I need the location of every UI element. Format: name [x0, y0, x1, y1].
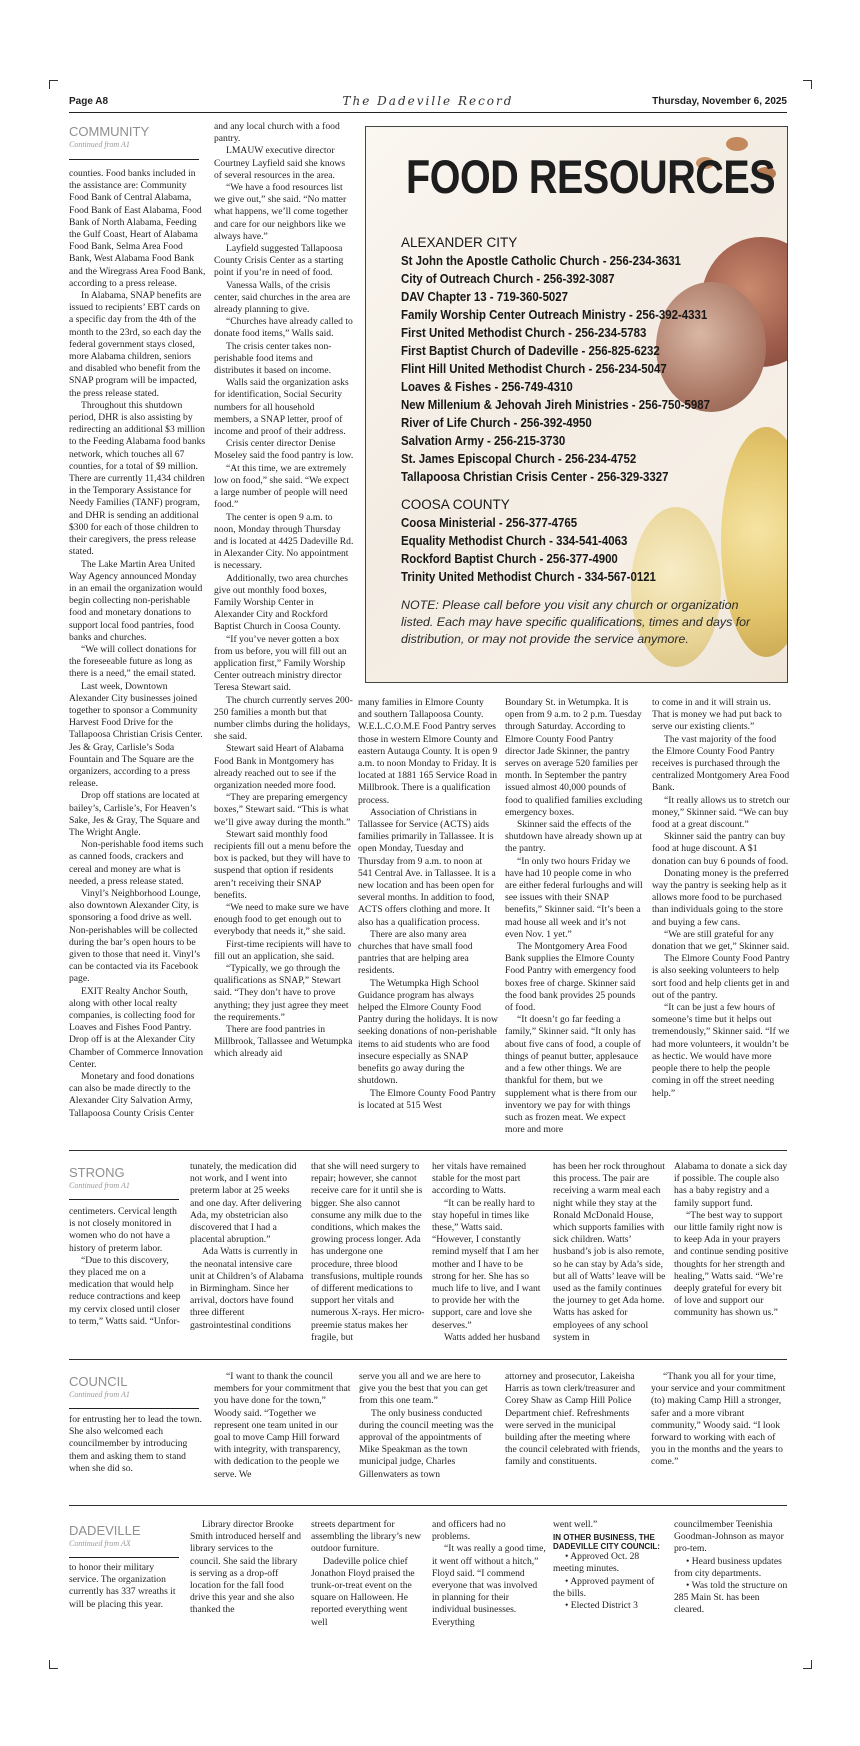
newspaper-title: The Dadeville Record — [342, 94, 514, 108]
list-item: • Approved payment of the bills. — [553, 1575, 655, 1599]
paragraph: Library director Brooke Smith introduced herself and library services to the council. She said the library is serving as a drop-off location for the fall food drive this year and she also thanked the — [190, 1519, 302, 1616]
paragraph: Alabama to donate a sick day if possible. The couple also has a baby registry and a family support fund. — [674, 1161, 788, 1209]
strong-column-6 — [674, 1161, 790, 1344]
paragraph: LMAUW executive director Courtney Layfield said she knows of several resources in the area. — [214, 145, 346, 181]
paragraph: Non-perishable food items such as canned foods, crackers and cereal and money are what is needed, a press release stated. — [69, 839, 204, 887]
paragraph: Crisis center director Denise Moseley said the food pantry is low. — [214, 438, 354, 462]
paragraph: The only business conducted during the council meeting was the approval of the appointments of Mike Speakman as the town municipal judge, Charles Gillenwaters as town — [359, 1407, 494, 1480]
dadeville-column-4 — [432, 1519, 546, 1643]
strong-column-1 — [69, 1206, 183, 1344]
section-divider — [69, 1359, 787, 1360]
resource-listing: New Millenium & Jehovah Jireh Ministries - 256-750-5987 — [401, 397, 711, 412]
paragraph: “The best way to support our little family right now is to keep Ada in your prayers and continue sending positive thoughts for her strength and healing,” Watts said. “We’re deeply grateful for every bit of love and support our community has shown us.” — [674, 1209, 789, 1319]
paragraph: The Wetumpka High School Guidance program has always helped the Elmore County Food Pantry during the holidays. It is now seeking donations of non-perishable items to aid students who are food insecure especially as SNAP benefits go away during the shutdown. — [358, 977, 498, 1087]
paragraph: There are also many area churches that have small food pantries that are helping area residents. — [358, 928, 473, 977]
paragraph: for entrusting her to lead the town. She also welcomed each councilmember by introducing them and asking them to stand when she did so. — [69, 1414, 202, 1474]
paragraph: “We have a food resources list we give out,” she said. “No matter what happens, we’ll come together and care for our neighbors like we always have.” — [214, 182, 348, 242]
council-column-3 — [359, 1371, 497, 1493]
paragraph: “I want to thank the council members for your commitment that you have done for the town,” Woody said. “Together we represent one team united in our goal to move Camp Hill forward with integrity, with transparency, with dedication to the people we serve. We — [214, 1371, 351, 1480]
paragraph: Skinner said the pantry can buy food at huge discount. A $1 donation can buy 6 pounds of food. — [652, 831, 789, 867]
in-other-business-heading: IN OTHER BUSINESS, THE DADEVILLE CITY COUNCIL: — [553, 1533, 660, 1552]
region-heading: ALEXANDER CITY — [401, 235, 518, 250]
paragraph: Boundary St. in Wetumpka. It is open from 9 a.m. to 2 p.m. Tuesday through Saturday. According to Elmore County Food Pantry director Jade Skinner, the pantry serves on average 520 families per month. In September the pantry issued almost 40,000 pounds of food to qualified families excluding emergency boxes. — [505, 697, 643, 818]
paragraph: Stewart said Heart of Alabama Food Bank in Montgomery has already reached out to see if the organization needed more food. — [214, 743, 344, 791]
community-column-5 — [652, 697, 790, 1137]
paragraph: The crisis center takes non-perishable food items and distributes it based on income. — [214, 340, 332, 377]
paragraph: Walls said the organization asks for identification, Social Security numbers for all household members, a SNAP letter, proof of income and proof of their address. — [214, 377, 349, 438]
community-kicker-block — [69, 124, 199, 164]
paragraph: Drop off stations are located at bailey’s, Carlisle’s, For Heaven’s Sake, Jes & Gray, The Square and The Wright Angle. — [69, 790, 200, 838]
food-resources-ad — [365, 126, 788, 683]
resource-listing: St John the Apostle Catholic Church - 256-234-3631 — [401, 253, 681, 268]
crop-mark-top-right — [803, 80, 812, 89]
resource-listing: Trinity United Methodist Church - 334-567-0121 — [401, 569, 656, 584]
paragraph: “We will collect donations for the foreseeable future as long as there is a need,” the email stated. — [69, 643, 197, 680]
paragraph: “It can be really hard to stay hopeful in times like these,” Watts said. “However, I constantly remind myself that I am her mother and I have to be strong for her. She has so much life to live, and I want to provide her with the support, care and love she deserves.” — [432, 1197, 541, 1331]
resource-listing: Salvation Army - 256-215-3730 — [401, 433, 566, 448]
resource-listing: First United Methodist Church - 256-234-5783 — [401, 325, 647, 340]
paragraph: centimeters. Cervical length is not closely monitored in women who do not have a history of preterm labor. — [69, 1206, 177, 1254]
resource-listing: Tallapoosa Christian Crisis Center - 256-329-3327 — [401, 469, 669, 484]
paragraph: The vast majority of the food the Elmore County Food Pantry receives is purchased through the centralized Montgomery Area Food Bank. — [652, 733, 790, 794]
list-item: councilmember Teenishia Goodman-Johnson as mayor pro-tem. — [674, 1519, 784, 1555]
section-divider — [69, 1505, 787, 1506]
paragraph: Ada Watts is currently in the neonatal intensive care unit at Children’s of Alabama in Birmingham. Since her arrival, doctors have found three different gastrointestinal conditions — [190, 1246, 304, 1331]
paragraph: “Thank you all for your time, your service and your commitment (to) making Camp Hill a stronger, safer and a more vibrant community,” Woody said. “I look forward to working with each of you in the months and the years to come.” — [651, 1371, 786, 1468]
strong-kicker-block — [69, 1165, 179, 1199]
dadeville-kicker-block — [69, 1523, 179, 1557]
paragraph: The Elmore County Food Pantry is also seeking volunteers to help sort food and help clients get in and out of the pantry. — [652, 953, 790, 1001]
crop-mark-bottom-right — [803, 1660, 812, 1669]
ad-note: NOTE: Please call before you visit any church or organization listed. Each may have specific qualifications, times and days for distribution, or may not provide the service anymore. — [401, 598, 751, 646]
dadeville-column-2 — [190, 1519, 304, 1643]
kicker-rule — [69, 1557, 179, 1558]
paragraph: serve you all and we are here to give you the best that you can get from this one team.” — [359, 1371, 488, 1407]
council-column-4 — [505, 1371, 643, 1493]
resource-listing: Flint Hill United Methodist Church - 256-234-5047 — [401, 361, 667, 376]
paragraph: Association of Christians in Tallassee for Service (ACTS) aids families primarily in Tallassee. It is open Monday, Tuesday and Thursday from 9 a.m. to noon at 541 Central Ave. in Tallassee. It is a new location and has been open for several months. In addition to food, ACTS offers clothing and more. It also has a qualification process. — [358, 806, 496, 928]
continued-from: Continued from A1 — [69, 140, 130, 149]
list-item: • Approved Oct. 28 meeting minutes. — [553, 1551, 640, 1575]
kicker-rule — [69, 1199, 179, 1200]
paragraph: Last week, Downtown Alexander City businesses joined together to sponsor a Community Harvest Food Drive for the Tallapoosa Christian Crisis Center. Jes & Gray, Carlisle’s Soda Fountain and The Square are the organizers, according to a press release. — [69, 680, 203, 790]
paragraph: went well.” — [553, 1519, 598, 1530]
page-number: Page A8 — [69, 96, 109, 107]
section-kicker: COUNCIL — [69, 1374, 128, 1389]
council-column-1 — [69, 1414, 205, 1494]
dadeville-column-3 — [311, 1519, 425, 1643]
paragraph: to come in and it will strain us. That is money we had put back to serve our existing clients.” — [652, 697, 782, 733]
resource-listing: River of Life Church - 256-392-4950 — [401, 415, 592, 430]
paragraph: Throughout this shutdown period, DHR is also assisting by redirecting an additional $3 million to the Feeding Alabama food banks network, which touches all 67 counties, for a total of $9 million. There are currently 11,434 children in the Temporary Assistance for Needy Families (TANF) program, and DHR is sending an additional $300 for each of those children to their caregivers, the press release stated. — [69, 399, 206, 558]
crop-mark-bottom-left — [49, 1660, 58, 1669]
continued-from: Continued from A1 — [69, 1181, 130, 1190]
paragraph: Monetary and food donations can also be made directly to the Alexander City Salvation Army, Tallapoosa County Crisis Center — [69, 1071, 195, 1119]
resource-listing: City of Outreach Church - 256-392-3087 — [401, 271, 615, 286]
resource-listing: Loaves & Fishes - 256-749-4310 — [401, 379, 573, 394]
page-header — [69, 94, 787, 113]
paragraph: Vanessa Walls, of the crisis center, said churches in the area are already planning to give. — [214, 279, 351, 316]
resource-listing: Coosa Ministerial - 256-377-4765 — [401, 515, 578, 530]
community-column-2 — [214, 121, 354, 1138]
paragraph: The church currently serves 200-250 families a month but that number climbs during the holidays, she said. — [214, 694, 353, 743]
paragraph: Additionally, two area churches give out monthly food boxes, Family Worship Center in Alexander City and Rockford Baptist Church in Coosa County. — [214, 572, 348, 633]
paragraph: “Churches have already called to donate food items,” Walls said. — [214, 316, 353, 340]
community-column-4 — [505, 697, 645, 1137]
paragraph: “It was really a good time, it went off without a hitch,” Floyd said. “I commend everyone that was involved in planning for their individual businesses. Everything — [432, 1543, 546, 1628]
paragraph: that she will need surgery to repair; however, she cannot receive care for it until she is bigger. She also cannot consume any milk due to the conditions, which makes the growing process longer. Ada has undergone one procedure, three blood transfusions, multiple rounds of different medications to support her vitals and numerous X-rays. Her micro-preemie status makes her fragile, but — [311, 1161, 425, 1343]
paragraph: tunately, the medication did not work, and I went into preterm labor at 25 weeks and one day. After delivering Ada, my obstetrician also discovered that I had a placental abruption.” — [190, 1161, 302, 1246]
paragraph: The Lake Martin Area United Way Agency announced Monday in an email the organization would begin collecting non-perishable food and monetary donations to support local food pantries, food banks and churches. — [69, 558, 203, 643]
paragraph: “In only two hours Friday we have had 10 people come in who are either federal furloughs and will see issues with their SNAP benefits,” Skinner said. “It’s been a mad house all week and it’s not even Nov. 1 yet.” — [505, 855, 643, 940]
dadeville-column-1 — [69, 1562, 183, 1642]
paragraph: counties. Food banks included in the assistance are: Community Food Bank of Central Alabama, Food Bank of East Alabama, Food Bank of North Alabama, Feeding the Gulf Coast, Heart of Alabama Food Bank, Selma Area Food Bank, West Alabama Food Bank and the Wiregrass Area Food Bank, according to a press release. — [69, 168, 206, 289]
paragraph: EXIT Realty Anchor South, along with other local realty companies, is collecting food for Loaves and Fishes Food Pantry. Drop off is at the Alexander City Chamber of Commerce Innovation Center. — [69, 985, 204, 1070]
paragraph: Donating money is the preferred way the pantry is seeking help as it allows more food to be purchased than individuals going to the store and buying a few cans. — [652, 867, 789, 928]
strong-column-2 — [190, 1161, 304, 1344]
community-column-1 — [69, 168, 206, 1138]
council-column-5 — [651, 1371, 790, 1493]
paragraph: Watts added her husband — [444, 1331, 540, 1343]
strong-column-5 — [553, 1161, 667, 1344]
resource-listing: DAV Chapter 13 - 719-360-5027 — [401, 289, 569, 304]
list-item: • Heard business updates from city departments. — [674, 1555, 782, 1579]
paragraph: “At this time, we are extremely low on food,” she said. “We expect a large number of people will need food.” — [214, 462, 350, 511]
paragraph: “It can be just a few hours of someone’s time but it helps out tremendously,” Skinner said. “If we had more volunteers, it wouldn’t be as hectic. We would have more people there to help the people coming in off the street needing help.” — [652, 1002, 790, 1099]
paragraph: “They are preparing emergency boxes,” Stewart said. “This is what we’ll give away during the month.” — [214, 792, 351, 828]
continued-from: Continued from A1 — [69, 1390, 130, 1399]
resource-listing: Family Worship Center Outreach Ministry - 256-392-4331 — [401, 307, 708, 322]
resource-listing: Equality Methodist Church - 334-541-4063 — [401, 533, 628, 548]
kicker-rule — [69, 1408, 199, 1409]
paragraph: and officers had no problems. — [432, 1519, 506, 1543]
list-item: • Elected District 3 — [565, 1600, 638, 1612]
paragraph: Skinner said the effects of the shutdown have already shown up at the pantry. — [505, 819, 643, 855]
paragraph: “If you’ve never gotten a box from us before, you will fill out an application first,” Family Worship Center outreach ministry director Teresa Stewart said. — [214, 633, 347, 694]
paragraph: The center is open 9 a.m. to noon, Monday through Thursday and is located at 4425 Dadeville Rd. in Alexander City. No appointment is necessary. — [214, 511, 354, 572]
paragraph: “We need to make sure we have enough food to get enough out to everybody that needs it,” she said. — [214, 902, 349, 938]
paragraph: The Elmore County Food Pantry is located at 515 West — [358, 1087, 496, 1111]
resource-listing: Rockford Baptist Church - 256-377-4900 — [401, 551, 618, 566]
continued-from: Continued from AX — [69, 1539, 131, 1548]
crop-mark-top-left — [49, 80, 58, 89]
paragraph: many families in Elmore County and southern Tallapoosa County. W.E.L.C.O.M.E Food Pantry serves those in western Elmore County and eastern Autauga County. It is open 9 a.m. to noon Monday to Friday. It is located at 1881 165 Service Road in Millbrook. There is a qualification process. — [358, 697, 498, 806]
section-divider — [69, 1150, 787, 1151]
strong-column-4 — [432, 1161, 546, 1344]
paragraph: The Montgomery Area Food Bank supplies the Elmore County Food Pantry with emergency food boxes free of charge. Skinner said the food bank provides 25 pounds of food. — [505, 941, 636, 1014]
paragraph: In Alabama, SNAP benefits are issued to recipients’ EBT cards on a specific day from the 4th of the month to the 23rd, so each day the federal government stays closed, more Alabama children, seniors and disabled who benefit from the SNAP program will be impacted, the press release stated. — [69, 290, 202, 399]
paragraph: Vinyl’s Neighborhood Lounge, also downtown Alexander City, is sponsoring a food drive as well. Non-perishables will be collected during the bar’s open hours to be given to those that need it. Vinyl’s can be contacted via its Facebook page. — [69, 887, 201, 985]
ad-title: FOOD RESOURCES — [406, 150, 776, 203]
paragraph: and any local church with a food pantry. — [214, 121, 340, 145]
resource-listing: First Baptist Church of Dadeville - 256-825-6232 — [401, 343, 660, 358]
paragraph: Stewart said monthly food recipients fill out a menu before the box is packed, but they will have to suspend that option if residents aren’t receiving their SNAP benefits. — [214, 828, 351, 901]
community-column-3 — [358, 697, 498, 1137]
resource-listing: St. James Episcopal Church - 256-234-4752 — [401, 451, 637, 466]
section-kicker: STRONG — [69, 1165, 125, 1180]
paragraph: her vitals have remained stable for the most part according to Watts. — [432, 1161, 527, 1197]
paragraph: Layfield suggested Tallapoosa County Crisis Center as a starting point if you’re in need of food. — [214, 243, 344, 279]
paragraph: “Due to this discovery, they placed me on a medication that would help reduce contractions and keep my cervix closed until closer to term,” Watts said. “Unfor- — [69, 1254, 181, 1327]
paragraph: “It doesn’t go far feeding a family,” Skinner said. “It only has about five cans of food, a couple of things of peanut butter, applesauce and a few other things. We are thankful for them, but we supplement what is there from our inventory we pay for with things such as frozen meat. We expect more and more — [505, 1014, 641, 1136]
paragraph: has been her rock throughout this process. The pair are receiving a warm meal each night while they stay at the Ronald McDonald House, which supports families with sick children. Watts’ husband’s job is also remote, so he can stay by Ada’s side, but all of Watts’ leave will be used as the family continues the journey to get Ada home. Watts has asked for employees of any school system in — [553, 1161, 666, 1343]
issue-date: Thursday, November 6, 2025 — [652, 96, 787, 107]
fruit-image — [656, 282, 766, 412]
paragraph: Dadeville police chief Jonathon Floyd praised the trunk-or-treat event on the square on Halloween. He reported everything went well — [311, 1555, 415, 1628]
paragraph: attorney and prosecutor, Lakeisha Harris as town clerk/treasurer and Corey Shaw as Camp Hill Police Department chief. Refreshments were served in the municipal building after the meeting where the council celebrated with friends, family and constituents. — [505, 1371, 641, 1468]
paragraph: to honor their military service. The organization currently has 337 wreaths it will be placing this year. — [69, 1562, 176, 1610]
council-kicker-block — [69, 1374, 199, 1408]
paragraph: “Typically, we go through the qualifications as SNAP,” Stewart said. “They don’t have to prove anything; they just agree they meet the requirements.” — [214, 963, 349, 1023]
paragraph: “We are still grateful for any donation that we get,” Skinner said. — [652, 928, 790, 953]
dadeville-column-6 — [674, 1519, 790, 1643]
council-column-2 — [214, 1371, 352, 1493]
section-kicker: DADEVILLE — [69, 1523, 141, 1538]
strong-column-3 — [311, 1161, 425, 1344]
paragraph: There are food pantries in Millbrook, Tallassee and Wetumpka which already aid — [214, 1024, 353, 1060]
region-heading: COOSA COUNTY — [401, 497, 510, 512]
paragraph: streets department for assembling the library’s new outdoor furniture. — [311, 1519, 422, 1555]
dadeville-column-5 — [553, 1519, 667, 1643]
list-item: • Was told the structure on 285 Main St. has been cleared. — [674, 1580, 788, 1616]
paragraph: “It really allows us to stretch our money,” Skinner said. “We can buy food at a great discount.” — [652, 794, 790, 831]
paragraph: First-time recipients will have to fill out an application, she said. — [214, 938, 352, 962]
kicker-rule — [69, 159, 199, 160]
section-kicker: COMMUNITY — [69, 124, 150, 139]
